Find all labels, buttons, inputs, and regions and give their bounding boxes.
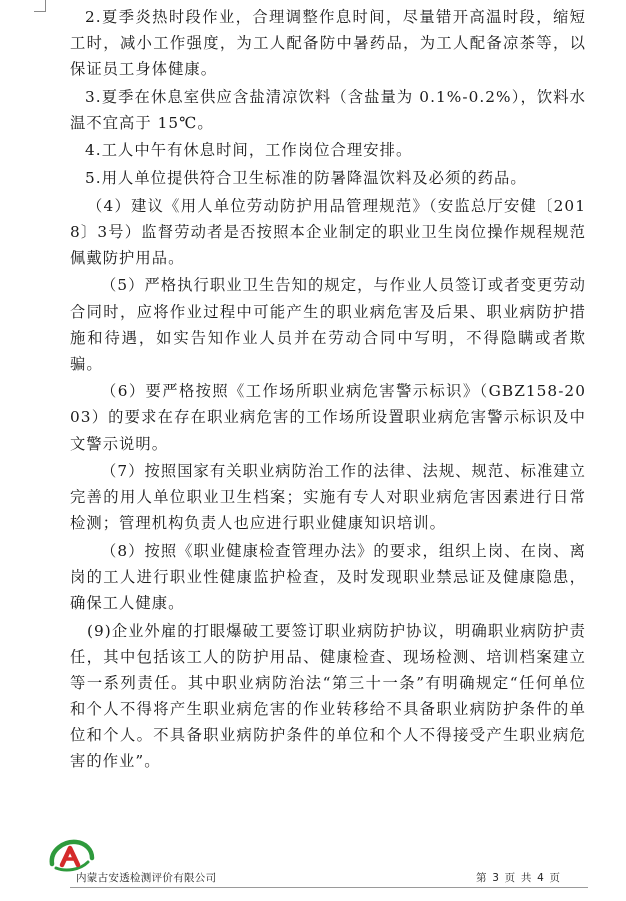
footer-divider (70, 887, 588, 888)
paragraph-section-9: (9)企业外雇的打眼爆破工要签订职业病防护协议，明确职业病防护责任，其中包括该工人的防护用品、健康检查、现场检测、培训档案建立等一系列责任。其中职业病防治法“第三十一条”有明确规定“任何单位和个人不得将产生职业病危害的作业转移给不具备职业病防护条件的单位和个人。不具备职业病防护条件的单位和个人不得接受产生职业病危害的作业”。 (70, 621, 586, 771)
paragraph-section-7: （7）按照国家有关职业病防治工作的法律、法规、规范、标准建立完善的用人单位职业卫生档案；实施有专人对职业病危害因素进行日常检测；管理机构负责人也应进行职业健康知识培训。 (70, 462, 586, 533)
company-logo-icon (46, 838, 96, 874)
document-body (70, 4, 586, 776)
paragraph-item-3: 3.夏季在休息室供应含盐清凉饮料（含盐量为 0.1%-0.2%），饮料水温不宜高于 15℃。 (70, 87, 586, 132)
paragraph-item-2: 2.夏季炎热时段作业，合理调整作息时间，尽量错开高温时段，缩短工时，减小工作强度，为工人配备防中暑药品，为工人配备凉茶等，以保证员工身体健康。 (70, 8, 586, 79)
page-corner-mark (34, 0, 46, 12)
paragraph-item-4: 4.工人中午有休息时间，工作岗位合理安排。 (85, 141, 413, 160)
paragraph-item-5: 5.用人单位提供符合卫生标准的防暑降温饮料及必须的药品。 (85, 169, 527, 188)
paragraph-section-5: （5）严格执行职业卫生告知的规定，与作业人员签订或者变更劳动合同时，应将作业过程中可能产生的职业病危害及后果、职业病防护措施和待遇，如实告知作业人员并在劳动合同中写明，不得隐瞒或者欺骗。 (70, 276, 586, 373)
page-footer (0, 836, 626, 901)
paragraph-section-8: （8）按照《职业健康检查管理办法》的要求，组织上岗、在岗、离岗的工人进行职业性健康监护检查，及时发现职业禁忌证及健康隐患，确保工人健康。 (70, 541, 586, 613)
company-name: 内蒙古安透检测评价有限公司 (76, 872, 217, 884)
paragraph-section-4: （4）建议《用人单位劳动防护用品管理规范》（安监总厅安健〔2018〕3号）监督劳动者是否按照本企业制定的职业卫生岗位操作规程规范佩戴防护用品。 (70, 196, 586, 267)
paragraph-section-6: （6）要严格按照《工作场所职业病危害警示标识》（GBZ158-2003）的要求在存在职业病危害的工作场所设置职业病危害警示标识及中文警示说明。 (70, 382, 586, 453)
page-number: 第 3 页 共 4 页 (476, 872, 562, 884)
